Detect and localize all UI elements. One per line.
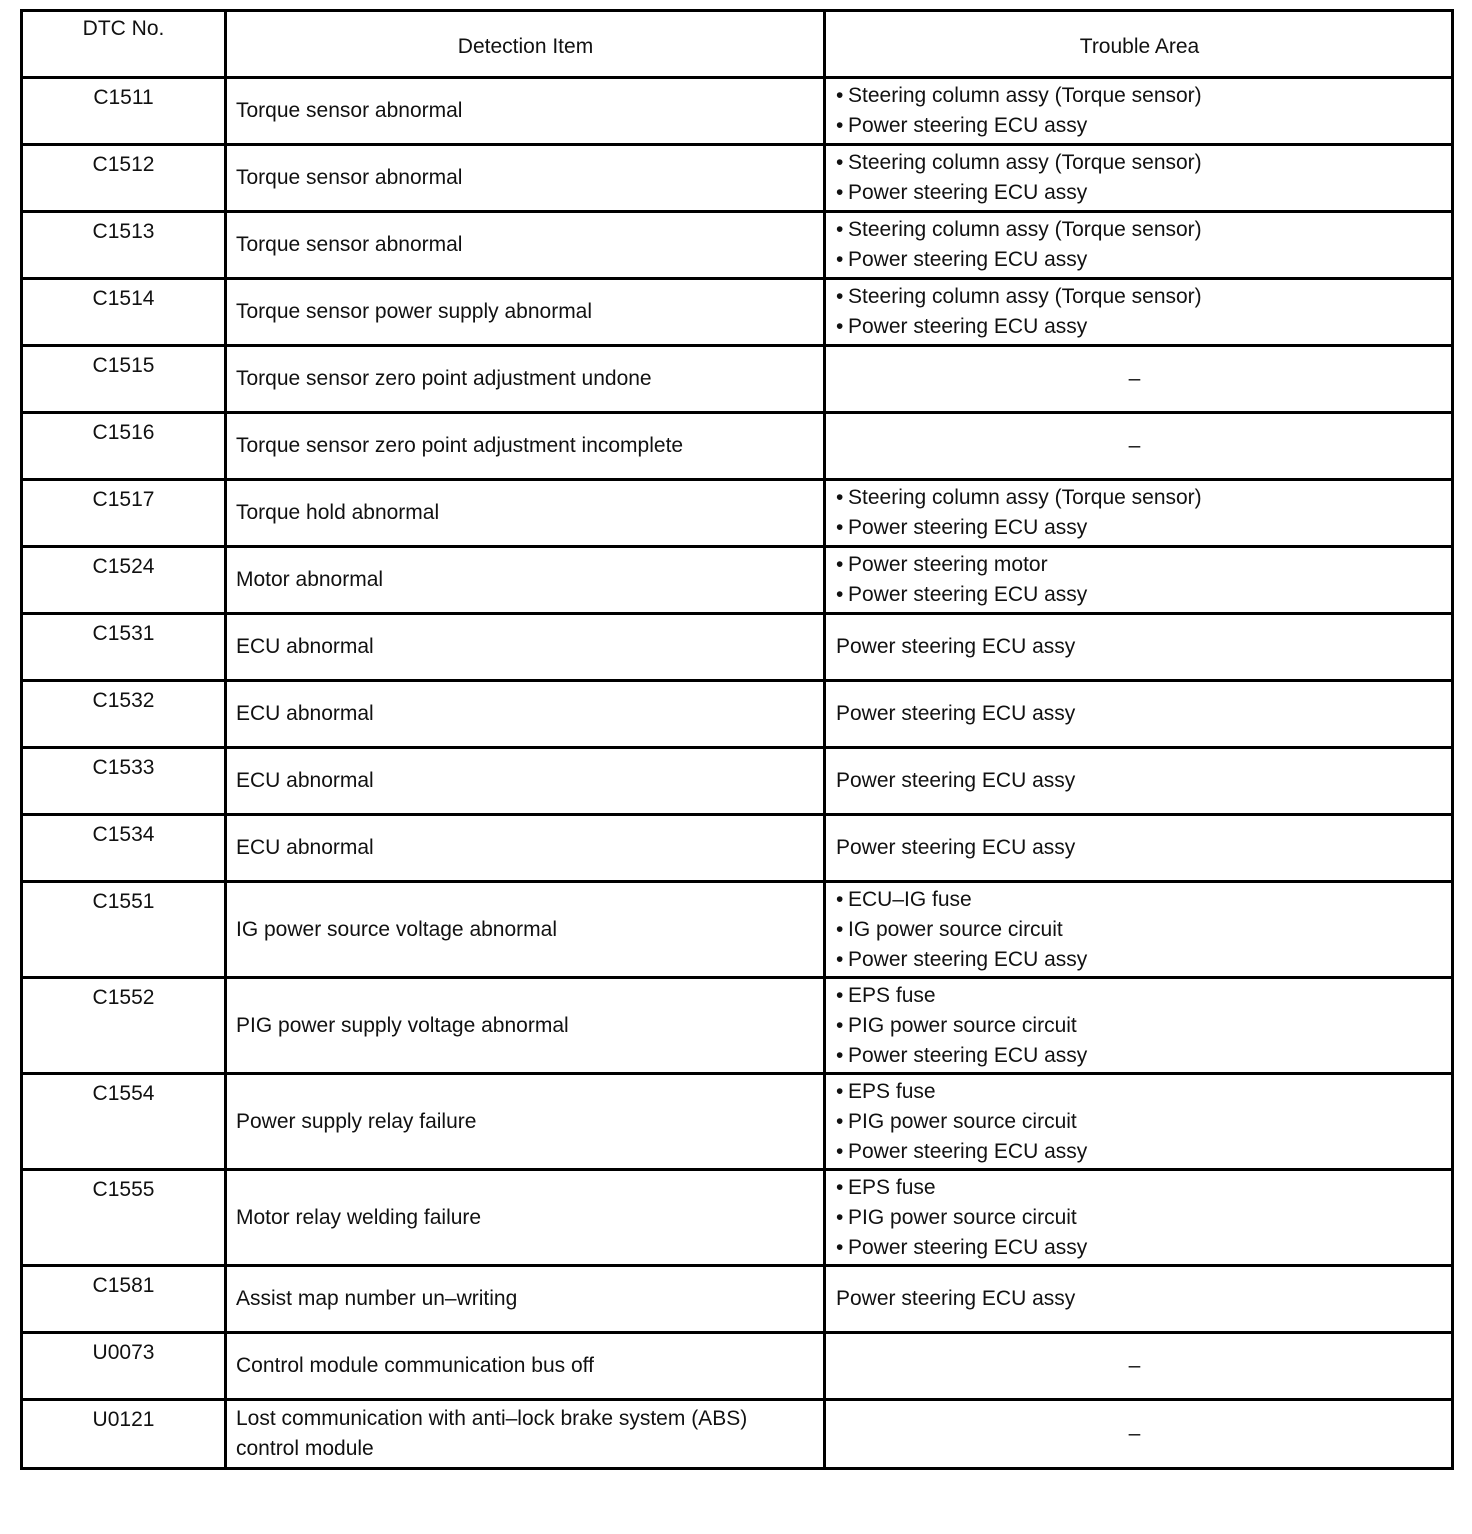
trouble-area-list-item [836,945,1443,975]
detection-item-cell [226,480,825,547]
dtc-code-cell [22,346,226,413]
detection-item: Torque sensor zero point adjustment undone [236,367,652,390]
trouble-area-text: IG power source circuit [848,917,1063,941]
trouble-area-text: – [1128,434,1141,457]
trouble-area-list-item [836,81,1443,111]
table-row [22,480,1453,547]
bullet-icon: • [836,516,844,539]
trouble-area-list-item [836,1233,1443,1263]
bullet-icon: • [836,315,844,338]
bullet-icon: • [836,1175,844,1199]
trouble-area-text: – [1128,367,1141,390]
trouble-area-cell [825,815,1453,882]
bullet-icon: • [836,553,844,576]
detection-item: Motor relay welding failure [236,1205,482,1229]
trouble-area-cell [825,1266,1453,1333]
trouble-area-text: Power steering ECU assy [848,1235,1088,1259]
trouble-area-list-item [836,1041,1443,1071]
table-header-row [22,11,1453,78]
detection-item-cell [226,1333,825,1400]
trouble-area-list [836,148,1443,208]
trouble-area-text: Power steering ECU assy [848,181,1088,204]
bullet-icon: • [836,248,844,271]
trouble-area-cell [825,748,1453,815]
trouble-area-text: Steering column assy (Torque sensor) [848,84,1202,107]
trouble-area-list-item [836,550,1443,580]
dtc-code: C1511 [93,86,154,109]
dtc-code-cell [22,145,226,212]
dtc-code: C1516 [92,421,155,444]
detection-item: ECU abnormal [236,769,374,792]
dtc-code: C1551 [92,890,155,913]
table-row [22,346,1453,413]
bullet-icon: • [836,1043,844,1067]
trouble-area-list-item [836,580,1443,610]
trouble-area-text: – [1128,1354,1141,1377]
trouble-area-text: PIG power source circuit [848,1013,1077,1037]
bullet-icon: • [836,218,844,241]
dtc-code: C1533 [92,756,155,779]
detection-item-cell [226,681,825,748]
trouble-area-cell [825,882,1453,978]
trouble-area-list [836,550,1443,610]
trouble-area-list-item [836,885,1443,915]
trouble-area-list-item [836,1107,1443,1137]
trouble-area-list [836,483,1443,543]
trouble-area-cell [825,547,1453,614]
table-row [22,815,1453,882]
detection-item: Power supply relay failure [236,1109,477,1133]
table-row [22,681,1453,748]
detection-item-cell [226,978,825,1074]
trouble-area-cell [825,1074,1453,1170]
bullet-icon: • [836,583,844,606]
dtc-code-cell [22,1400,226,1469]
trouble-area-cell [825,78,1453,145]
trouble-area-text: Steering column assy (Torque sensor) [848,151,1202,174]
detection-item: Torque sensor power supply abnormal [236,300,593,323]
trouble-area-text: EPS fuse [848,1079,936,1103]
detection-item: Motor abnormal [236,568,384,591]
trouble-area-text: Power steering ECU assy [836,635,1076,658]
table-row [22,78,1453,145]
dtc-code-cell [22,413,226,480]
dtc-code: C1534 [92,823,155,846]
trouble-area-text: EPS fuse [848,1175,936,1199]
detection-item-cell [226,815,825,882]
trouble-area-list-item [836,915,1443,945]
dtc-code-cell [22,547,226,614]
dtc-code: C1512 [92,153,155,176]
table-row [22,1400,1453,1469]
dtc-code-cell [22,78,226,145]
trouble-area-cell [825,346,1453,413]
dtc-code-cell [22,882,226,978]
dtc-table [20,9,1454,1470]
bullet-icon: • [836,1235,844,1259]
detection-item-cell [226,1074,825,1170]
detection-item: Torque sensor abnormal [236,166,463,189]
trouble-area-list-item [836,981,1443,1011]
table-row [22,978,1453,1074]
trouble-area-list-item [836,282,1443,312]
table-row [22,1333,1453,1400]
detection-item: Torque sensor zero point adjustment incomplete [236,434,684,457]
trouble-area-list-item [836,1203,1443,1233]
bullet-icon: • [836,947,844,971]
trouble-area-cell [825,978,1453,1074]
table-row [22,547,1453,614]
detection-item-cell [226,413,825,480]
trouble-area-list-item [836,1011,1443,1041]
trouble-area-text: Power steering ECU assy [848,114,1088,137]
trouble-area-text: Steering column assy (Torque sensor) [848,486,1202,509]
bullet-icon: • [836,151,844,174]
trouble-area-text: PIG power source circuit [848,1205,1077,1229]
dtc-code: C1524 [92,555,155,578]
dtc-code: C1532 [92,689,155,712]
detection-item-cell [226,547,825,614]
trouble-area-cell [825,279,1453,346]
trouble-area-cell [825,1400,1453,1469]
dtc-code-cell [22,748,226,815]
trouble-area-text: Steering column assy (Torque sensor) [848,218,1202,241]
dtc-code: U0073 [92,1341,155,1364]
trouble-area-text: Power steering ECU assy [836,1287,1076,1310]
trouble-area-list-item [836,215,1443,245]
detection-item: Torque sensor abnormal [236,99,463,122]
trouble-area-text: – [1128,1422,1141,1445]
dtc-code-cell [22,1333,226,1400]
detection-item: Control module communication bus off [236,1354,594,1377]
dtc-code-cell [22,815,226,882]
dtc-code: C1581 [92,1274,155,1297]
detection-item-cell [226,1266,825,1333]
dtc-code: C1555 [92,1178,155,1201]
table-row [22,882,1453,978]
dtc-code-cell [22,279,226,346]
bullet-icon: • [836,181,844,204]
trouble-area-list-item [836,1077,1443,1107]
trouble-area-cell [825,681,1453,748]
table-row [22,1074,1453,1170]
bullet-icon: • [836,1109,844,1133]
table-row [22,1266,1453,1333]
table-row [22,1170,1453,1266]
trouble-area-cell [825,145,1453,212]
trouble-area-list [836,282,1443,342]
trouble-area-list [836,1173,1443,1263]
detection-item: Assist map number un–writing [236,1287,518,1310]
detection-item: IG power source voltage abnormal [236,917,557,941]
detection-item: Torque sensor abnormal [236,233,463,256]
trouble-area-cell [825,413,1453,480]
trouble-area-text: Power steering ECU assy [848,516,1088,539]
trouble-area-list-item [836,111,1443,141]
detection-item-cell [226,748,825,815]
dtc-code: C1552 [92,986,155,1009]
trouble-area-list [836,81,1443,141]
dtc-code: C1554 [92,1082,155,1105]
trouble-area-cell [825,1333,1453,1400]
dtc-code: U0121 [92,1408,155,1431]
dtc-code: C1531 [92,622,155,645]
table-row [22,145,1453,212]
table-row [22,212,1453,279]
trouble-area-list-item [836,1137,1443,1167]
detection-item-cell [226,145,825,212]
trouble-area-text: Power steering ECU assy [848,315,1088,338]
bullet-icon: • [836,114,844,137]
table-row [22,413,1453,480]
trouble-area-list-item [836,312,1443,342]
detection-item: ECU abnormal [236,836,374,859]
bullet-icon: • [836,285,844,308]
dtc-code: C1517 [92,488,155,511]
detection-item: ECU abnormal [236,702,374,725]
trouble-area-text: Power steering ECU assy [848,1139,1088,1163]
trouble-area-text: ECU–IG fuse [848,887,972,911]
trouble-area-cell [825,480,1453,547]
header-dtc-no-label: DTC No. [82,17,165,40]
trouble-area-list-item [836,178,1443,208]
trouble-area-text: PIG power source circuit [848,1109,1077,1133]
bullet-icon: • [836,84,844,107]
dtc-code-cell [22,681,226,748]
trouble-area-text: Power steering ECU assy [848,1043,1088,1067]
dtc-table-body [22,11,1453,1469]
detection-item: Torque hold abnormal [236,501,440,524]
table-row [22,614,1453,681]
detection-item: PIG power supply voltage abnormal [236,1013,569,1037]
bullet-icon: • [836,486,844,509]
detection-item-cell [226,1170,825,1266]
trouble-area-list-item [836,513,1443,543]
trouble-area-cell [825,614,1453,681]
dtc-code: C1514 [92,287,155,310]
trouble-area-list [836,981,1443,1071]
table-row [22,748,1453,815]
bullet-icon: • [836,1139,844,1163]
trouble-area-text: Power steering ECU assy [836,836,1076,859]
bullet-icon: • [836,1079,844,1103]
detection-item: ECU abnormal [236,635,374,658]
trouble-area-list [836,1077,1443,1167]
detection-item-cell [226,882,825,978]
bullet-icon: • [836,983,844,1007]
table-row [22,279,1453,346]
dtc-code-cell [22,1074,226,1170]
trouble-area-list [836,215,1443,275]
dtc-code-cell [22,480,226,547]
dtc-code: C1513 [92,220,155,243]
trouble-area-list-item [836,483,1443,513]
trouble-area-list-item [836,1173,1443,1203]
detection-item: Lost communication with anti–lock brake system (ABS) control module [236,1407,748,1460]
dtc-code: C1515 [92,354,155,377]
dtc-code-cell [22,212,226,279]
trouble-area-text: Power steering motor [848,553,1048,576]
trouble-area-text: Power steering ECU assy [836,702,1076,725]
trouble-area-text: Power steering ECU assy [848,947,1088,971]
bullet-icon: • [836,917,844,941]
bullet-icon: • [836,1013,844,1037]
detection-item-cell [226,1400,825,1469]
bullet-icon: • [836,887,844,911]
detection-item-cell [226,346,825,413]
trouble-area-cell [825,1170,1453,1266]
trouble-area-text: Power steering ECU assy [836,769,1076,792]
bullet-icon: • [836,1205,844,1229]
detection-item-cell [226,212,825,279]
header-detection-item [226,11,825,78]
trouble-area-text: EPS fuse [848,983,936,1007]
header-trouble-area [825,11,1453,78]
trouble-area-cell [825,212,1453,279]
trouble-area-list-item [836,245,1443,275]
dtc-code-cell [22,978,226,1074]
header-trouble-area-label: Trouble Area [1079,35,1200,58]
trouble-area-text: Power steering ECU assy [848,248,1088,271]
dtc-code-cell [22,1170,226,1266]
trouble-area-text: Steering column assy (Torque sensor) [848,285,1202,308]
trouble-area-text: Power steering ECU assy [848,583,1088,606]
trouble-area-list [836,885,1443,975]
detection-item-cell [226,614,825,681]
header-detection-item-label: Detection Item [457,35,594,58]
trouble-area-list-item [836,148,1443,178]
dtc-code-cell [22,614,226,681]
header-dtc-no [22,11,226,78]
detection-item-cell [226,279,825,346]
dtc-code-cell [22,1266,226,1333]
detection-item-cell [226,78,825,145]
